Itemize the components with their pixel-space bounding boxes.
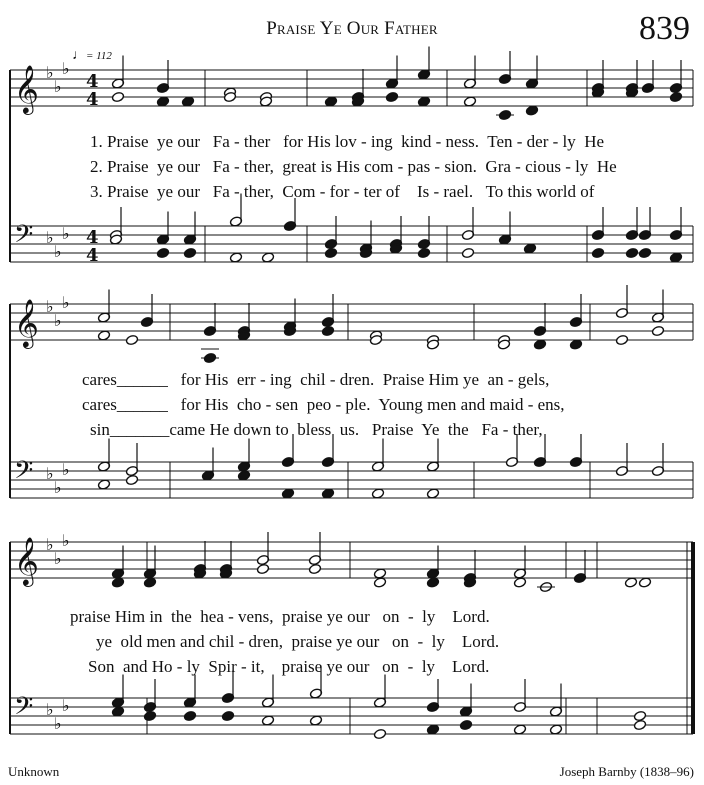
- flat-icon: ♭: [46, 464, 54, 483]
- note: [633, 719, 646, 730]
- note: [498, 212, 511, 246]
- note: [283, 198, 296, 232]
- note: [426, 724, 439, 735]
- flat-icon: ♭: [62, 224, 70, 243]
- note: [261, 252, 274, 263]
- note: [201, 349, 219, 364]
- note: [513, 679, 526, 713]
- lyric-system2-verse3: sin_______came He down to bless us. Praise Ye the Fa - ther,: [90, 420, 543, 439]
- note: [417, 96, 430, 107]
- flat-icon: ♭: [54, 242, 62, 261]
- flat-icon: ♭: [46, 63, 54, 82]
- note: [308, 563, 321, 574]
- flat-icon: ♭: [54, 77, 62, 96]
- note: [97, 290, 110, 324]
- time-signature-top: 4: [86, 71, 99, 92]
- note: [569, 434, 582, 468]
- lyric-system1-verse1: 1. Praise ye our Fa - ther for His lov - ing kind - ness. Ten - der - ly He: [90, 132, 605, 151]
- credit-music: Joseph Barnby (1838–96): [559, 764, 694, 779]
- note: [669, 60, 682, 94]
- note: [256, 563, 269, 574]
- note: [371, 488, 384, 499]
- note: [651, 290, 664, 324]
- note: [498, 51, 511, 85]
- note: [625, 207, 638, 241]
- note: [463, 56, 476, 90]
- note: [309, 715, 322, 726]
- lyric-system2-verse2: cares______ for His cho - sen peo - ple. Young men and maid - ens,: [82, 395, 565, 414]
- flat-icon: ♭: [46, 297, 54, 316]
- note: [651, 443, 664, 477]
- note: [549, 724, 562, 735]
- flat-icon: ♭: [46, 535, 54, 554]
- note: [426, 577, 439, 588]
- note: [624, 577, 637, 588]
- quarter-note-icon: ♩: [72, 48, 86, 63]
- note: [111, 91, 124, 102]
- note: [426, 439, 439, 473]
- note: [633, 710, 646, 721]
- note: [373, 568, 386, 579]
- note: [373, 728, 386, 739]
- note: [523, 243, 536, 254]
- note: [461, 247, 474, 258]
- lyric-system1-verse2: 2. Praise ye our Fa - ther, great is His com - pas - sion. Gra - cious - ly He: [90, 157, 617, 176]
- flat-icon: ♭: [54, 549, 62, 568]
- note: [256, 532, 269, 566]
- note: [221, 710, 234, 721]
- lyric-system3-verse3: Son and Ho - ly Spir - it, praise ye our on - ly Lord.: [88, 657, 490, 676]
- hymn-number: 839: [639, 10, 690, 47]
- note: [638, 247, 651, 258]
- flat-icon: ♭: [62, 531, 70, 550]
- flat-icon: ♭: [46, 700, 54, 719]
- note: [459, 719, 472, 730]
- flat-icon: ♭: [54, 478, 62, 497]
- note: [261, 715, 274, 726]
- note: [426, 679, 439, 713]
- note: [201, 448, 214, 482]
- flat-icon: ♭: [62, 59, 70, 78]
- note: [669, 252, 682, 263]
- note: [417, 47, 430, 81]
- note: [143, 679, 156, 713]
- note: [125, 334, 138, 345]
- bass-clef-icon: 𝄢: [14, 220, 34, 255]
- credit-words: Unknown: [8, 764, 60, 779]
- note: [651, 325, 664, 336]
- treble-clef-icon: 𝄞: [14, 64, 39, 113]
- note: [525, 105, 538, 116]
- note: [183, 710, 196, 721]
- note: [373, 675, 386, 709]
- note: [183, 212, 196, 246]
- note: [143, 577, 156, 588]
- treble-clef-icon: 𝄞: [14, 298, 39, 347]
- note: [229, 252, 242, 263]
- note: [308, 532, 321, 566]
- note: [111, 56, 124, 90]
- treble-staff: [10, 531, 693, 587]
- note: [156, 96, 169, 107]
- lyric-system2-verse1: cares______ for His err - ing chil - dren. Praise Him ye an - gels,: [82, 370, 550, 389]
- note: [237, 470, 250, 481]
- note: [324, 247, 337, 258]
- tempo-value: = 112: [86, 50, 112, 62]
- note: [111, 706, 124, 717]
- lyric-system3-verse2: ye old men and chil - dren, praise ye our on - ly Lord.: [96, 632, 500, 651]
- note: [183, 675, 196, 709]
- note: [111, 675, 124, 709]
- note: [569, 294, 582, 328]
- treble-staff: [10, 293, 693, 349]
- bass-staff: [10, 456, 693, 498]
- note: [183, 247, 196, 258]
- note: [459, 684, 472, 718]
- note: [537, 581, 555, 592]
- lyric-system3-verse1: praise Him in the hea - vens, praise ye our on - ly Lord.: [70, 607, 490, 626]
- note: [111, 577, 124, 588]
- note: [525, 56, 538, 90]
- note: [321, 325, 334, 336]
- note: [125, 443, 138, 477]
- note: [569, 339, 582, 350]
- flat-icon: ♭: [54, 714, 62, 733]
- note: [324, 96, 337, 107]
- flat-icon: ♭: [62, 696, 70, 715]
- note: [324, 216, 337, 250]
- treble-clef-icon: 𝄞: [14, 536, 39, 585]
- note: [513, 577, 526, 588]
- note: [463, 96, 476, 107]
- note: [143, 710, 156, 721]
- flat-icon: ♭: [62, 293, 70, 312]
- note: [140, 294, 153, 328]
- note: [426, 488, 439, 499]
- note: [638, 207, 651, 241]
- note: [97, 330, 110, 341]
- note: [385, 56, 398, 90]
- note: [615, 334, 628, 345]
- note: [156, 212, 169, 246]
- note: [156, 247, 169, 258]
- time-signature-bottom: 4: [86, 89, 99, 110]
- note: [321, 294, 334, 328]
- note: [281, 488, 294, 499]
- note: [533, 339, 546, 350]
- note: [237, 439, 250, 473]
- flat-icon: ♭: [46, 228, 54, 247]
- note: [461, 207, 474, 241]
- note: [573, 550, 586, 584]
- note: [615, 285, 628, 319]
- note: [549, 684, 562, 718]
- time-signature-bottom: 4: [86, 245, 99, 266]
- note: [321, 488, 334, 499]
- note: [417, 216, 430, 250]
- note: [591, 207, 604, 241]
- note: [261, 675, 274, 709]
- note: [203, 303, 216, 337]
- note: [385, 91, 398, 102]
- note: [125, 474, 138, 485]
- note: [181, 96, 194, 107]
- note: [591, 247, 604, 258]
- flat-icon: ♭: [62, 460, 70, 479]
- treble-staff: [10, 59, 693, 115]
- note: [669, 207, 682, 241]
- note: [156, 60, 169, 94]
- note: [533, 303, 546, 337]
- note: [625, 247, 638, 258]
- bass-clef-icon: 𝄢: [14, 692, 34, 727]
- note: [373, 577, 386, 588]
- time-signature-top: 4: [86, 227, 99, 248]
- note: [513, 724, 526, 735]
- note: [97, 439, 110, 473]
- note: [417, 247, 430, 258]
- note: [615, 443, 628, 477]
- note: [496, 109, 514, 120]
- hymn-title: Praise Ye Our Father: [266, 18, 438, 39]
- note: [669, 91, 682, 102]
- note: [97, 479, 110, 490]
- bass-clef-icon: 𝄢: [14, 456, 34, 491]
- note: [638, 577, 651, 588]
- note: [641, 60, 654, 94]
- lyric-system1-verse3: 3. Praise ye our Fa - ther, Com - for - ter of Is - rael. To this world of: [90, 182, 595, 201]
- note: [371, 439, 384, 473]
- flat-icon: ♭: [54, 311, 62, 330]
